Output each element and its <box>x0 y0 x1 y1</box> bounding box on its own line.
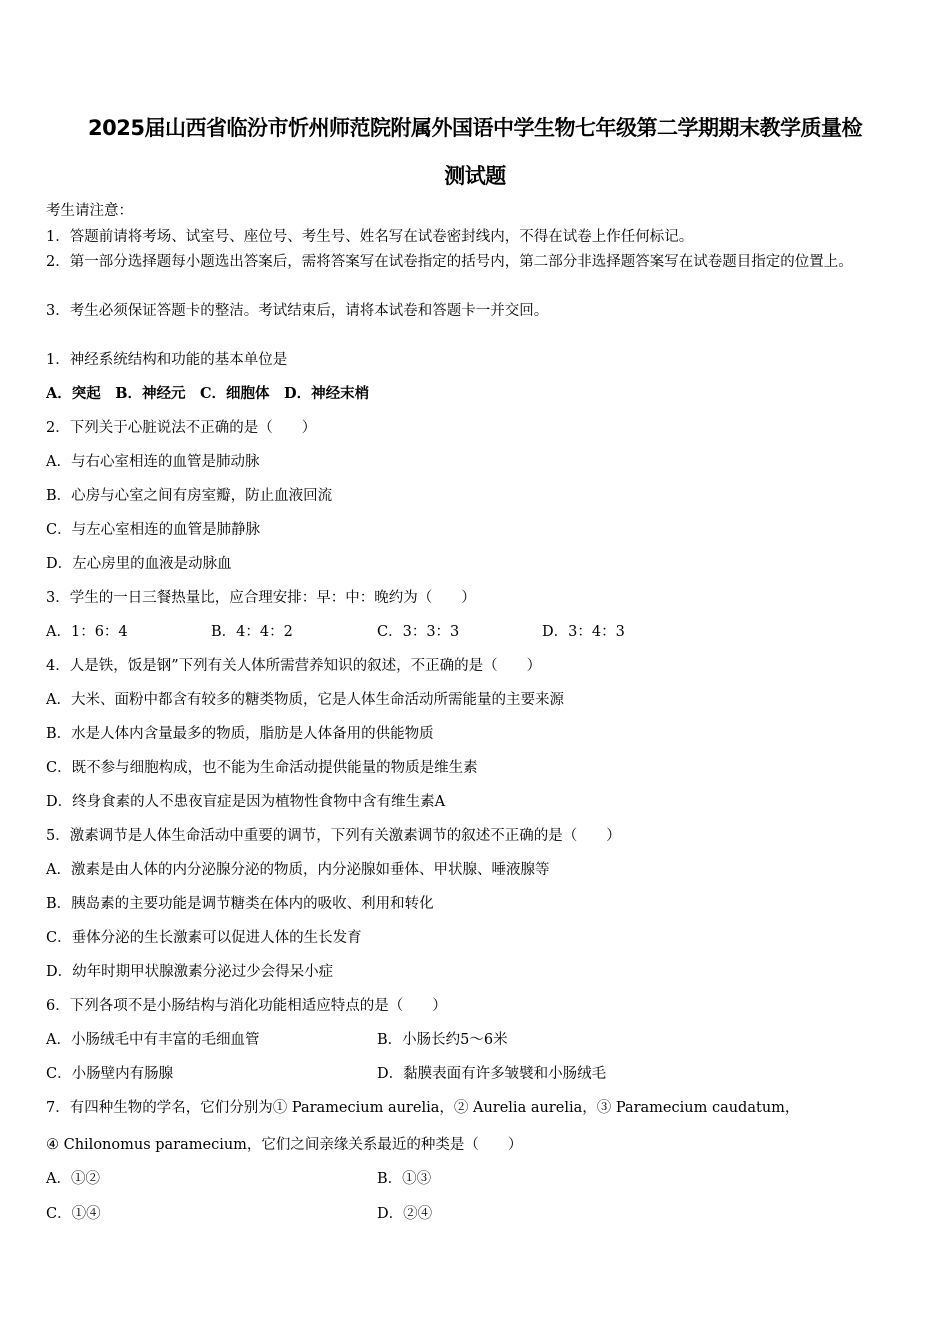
question-5-stem: 5．激素调节是人体生命活动中重要的调节，下列有关激素调节的叙述不正确的是（ ） <box>46 828 621 844</box>
question-3-option-c: C．3：3：3 <box>377 624 460 640</box>
question-7-option-d: D．②④ <box>377 1206 433 1222</box>
question-5-option-d: D．幼年时期甲状腺激素分泌过少会得呆小症 <box>46 964 334 980</box>
question-7-option-a: A．①② <box>46 1171 100 1187</box>
question-4-option-d: D．终身食素的人不患夜盲症是因为植物性食物中含有维生素A <box>46 794 446 810</box>
question-2-option-c: C．与左心室相连的血管是肺静脉 <box>46 522 261 538</box>
question-5-option-a: A．激素是由人体的内分泌腺分泌的物质，内分泌腺如垂体、甲状腺、唾液腺等 <box>46 862 550 878</box>
question-3-option-b: B．4：4：2 <box>211 624 293 640</box>
question-2-option-b: B．心房与心室之间有房室瓣，防止血液回流 <box>46 488 333 504</box>
question-1-options: A．突起 B．神经元 C．细胞体 D．神经末梢 <box>46 385 370 402</box>
question-2-option-a: A．与右心室相连的血管是肺动脉 <box>46 454 260 470</box>
question-4-option-c: C．既不参与细胞构成，也不能为生命活动提供能量的物质是维生素 <box>46 760 478 776</box>
question-3-option-d: D．3：4：3 <box>542 624 625 640</box>
question-6-option-d: D．黏膜表面有许多皱襞和小肠绒毛 <box>377 1066 607 1082</box>
question-1-stem: 1．神经系统结构和功能的基本单位是 <box>46 352 288 368</box>
notice-item-3: 3．考生必须保证答题卡的整洁。考试结束后，请将本试卷和答题卡一并交回。 <box>46 303 549 319</box>
question-5-option-c: C．垂体分泌的生长激素可以促进人体的生长发育 <box>46 930 362 946</box>
question-3-option-a: A．1：6：4 <box>46 624 128 640</box>
question-4-option-a: A．大米、面粉中都含有较多的糖类物质，它是人体生命活动所需能量的主要来源 <box>46 692 564 708</box>
question-6-option-b: B．小肠长约5～6米 <box>377 1032 508 1048</box>
question-7-stem-line-2: ④ Chilonomus paramecium，它们之间亲缘关系最近的种类是（ ） <box>46 1137 523 1153</box>
exam-title-line-1: 2025届山西省临汾市忻州师范院附属外国语中学生物七年级第二学期期末教学质量检 <box>88 116 862 140</box>
question-7-stem-line-1: 7．有四种生物的学名，它们分别为① Paramecium aurelia，② Aurelia aurelia，③ Paramecium caudatum， <box>46 1100 800 1116</box>
question-7-option-c: C．①④ <box>46 1206 101 1222</box>
question-3-stem: 3．学生的一日三餐热量比，应合理安排：早：中：晚约为（ ） <box>46 590 476 606</box>
notice-heading: 考生请注意： <box>46 203 133 219</box>
question-7-option-b: B．①③ <box>377 1171 432 1187</box>
notice-item-2: 2．第一部分选择题每小题选出答案后，需将答案写在试卷指定的括号内，第二部分非选择题答案写在试卷题目指定的位置上。 <box>46 254 853 270</box>
question-2-stem: 2．下列关于心脏说法不正确的是（ ） <box>46 420 317 436</box>
notice-item-1: 1．答题前请将考场、试室号、座位号、考生号、姓名写在试卷密封线内，不得在试卷上作任何标记。 <box>46 229 694 245</box>
question-2-option-d: D．左心房里的血液是动脉血 <box>46 556 232 572</box>
question-6-stem: 6．下列各项不是小肠结构与消化功能相适应特点的是（ ） <box>46 998 447 1014</box>
question-4-option-b: B．水是人体内含量最多的物质，脂肪是人体备用的供能物质 <box>46 726 434 742</box>
question-5-option-b: B．胰岛素的主要功能是调节糖类在体内的吸收、利用和转化 <box>46 896 434 912</box>
exam-title-line-2: 测试题 <box>444 164 506 188</box>
question-6-option-a: A．小肠绒毛中有丰富的毛细血管 <box>46 1032 260 1048</box>
question-6-option-c: C．小肠壁内有肠腺 <box>46 1066 174 1082</box>
question-4-stem: 4．人是铁，饭是钢”下列有关人体所需营养知识的叙述，不正确的是（ ） <box>46 658 542 674</box>
